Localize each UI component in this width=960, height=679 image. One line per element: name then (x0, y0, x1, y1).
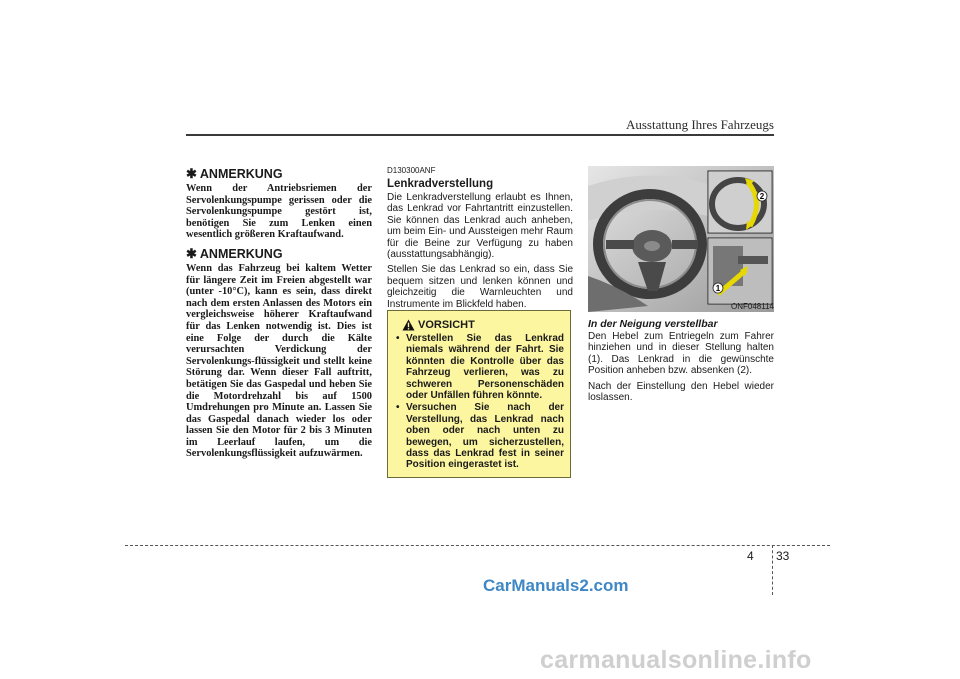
chapter-number: 4 (747, 549, 754, 563)
section-column (387, 166, 573, 314)
running-header: Ausstattung Ihres Fahrzeugs (625, 117, 774, 132)
steering-wheel-figure (588, 166, 774, 312)
page-number: 33 (776, 549, 790, 563)
section-title: Lenkradverstellung (387, 178, 494, 190)
note-heading-2: ✱ ANMERKUNG (186, 245, 283, 261)
section-paragraph-2: Stellen Sie das Lenkrad so ein, dass Sie bequem sitzen und lenken können und gleichzeitig die Warnleuchten und Instrumente im Blickfeld haben. (387, 264, 573, 310)
callout-1-label: 1 (715, 284, 721, 293)
note-heading-1: ✱ ANMERKUNG (186, 166, 283, 181)
tilt-paragraph-2: Nach der Einstellung den Hebel wieder loslassen. (588, 380, 774, 404)
note-body-1: Wenn der Antriebsriemen der Servolenkungspumpe gerissen oder die Servolenkungspumpe gestört ist, benötigen Sie zum Lenken einen wesentlich größeren Kraftaufwand. (186, 183, 372, 241)
warning-heading: VORSICHT (402, 319, 564, 331)
watermark-top: CarManuals2.com (483, 576, 629, 595)
watermark-bottom: carmanualsonline.info (540, 646, 812, 674)
tilt-title: In der Neigung verstellbar (588, 318, 718, 330)
figure-code: ONF048114 (731, 302, 774, 311)
steering-wheel-illustration (588, 166, 774, 312)
section-code: D130300ANF (387, 166, 436, 175)
warning-list (394, 333, 564, 471)
footer-rule (125, 545, 830, 546)
tilt-paragraph-1: Den Hebel zum Entriegeln zum Fahrer hinziehen und in dieser Stellung halten (1). Das Lenkrad in die gewünschte Position anheben bzw. absenken (2). (588, 331, 774, 377)
warning-triangle-icon (402, 319, 415, 331)
callout-2-label: 2 (759, 192, 765, 201)
star-icon: ✱ (186, 166, 197, 181)
warning-item-1: • Verstellen Sie das Lenkrad niemals während der Fahrt. Sie könnten die Kontrolle über das Fahrzeug verlieren, was zu schweren Personenschäden oder Unfällen führen könnte. (394, 333, 564, 401)
warning-item-2: • Versuchen Sie nach der Verstellung, das Lenkrad nach oben oder nach unten zu bewegen, um sicherzustellen, dass das Lenkrad fest in seiner Position eingerastet ist. (394, 402, 564, 470)
header-rule (186, 134, 774, 136)
warning-box (387, 310, 571, 478)
note-body-2: Wenn das Fahrzeug bei kaltem Wetter für längere Zeit im Freien abgestellt war (unter -10°C), kann es sein, dass direkt nach dem ersten Anlassen des Motors ein vergleichsweise höherer Kraftaufwand für das Lenken notwendig ist. Dies ist eine Folge der durch die Kälte verursachten Verdickung der Servolenkungs-flüssigkeit und stellt keine Störung dar. Wenn dieser Fall auftritt, betätigen Sie das Gaspedal und heben Sie die Motordrehzahl bis auf 1500 Umdrehungen pro Minute an. Lassen Sie das Gaspedal danach wieder los oder lassen Sie den Motor für 2 bis 3 Minuten im Leerlauf laufen, um die Servolenkungsflüssigkeit aufzuwärmen. (186, 262, 372, 460)
star-icon: ✱ (186, 245, 197, 261)
tilt-column (588, 318, 774, 407)
section-paragraph-1: Die Lenkradverstellung erlaubt es Ihnen, das Lenkrad vor Fahrtantritt einzustellen. Sie können das Lenkrad auch anheben, um beim Ein- und Aussteigen mehr Raum für die Beine zur Verfügung zu haben (ausstattungsabhängig). (387, 192, 573, 261)
footer-divider (772, 545, 773, 595)
notes-column (186, 166, 372, 465)
